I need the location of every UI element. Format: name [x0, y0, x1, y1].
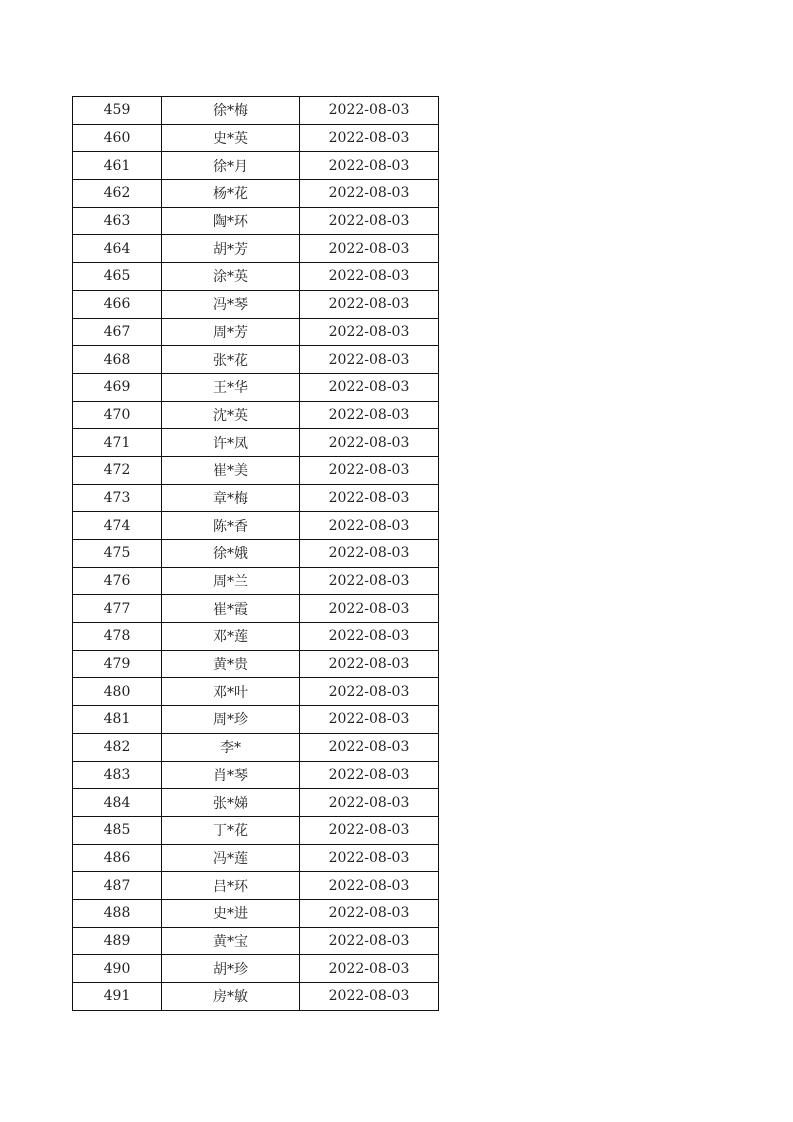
row-name: 崔*霞 [162, 595, 300, 623]
row-number: 478 [73, 623, 162, 651]
row-name: 周*珍 [162, 706, 300, 734]
row-number: 479 [73, 650, 162, 678]
row-name: 许*凤 [162, 429, 300, 457]
row-number: 491 [73, 983, 162, 1011]
row-name: 吕*环 [162, 872, 300, 900]
row-date: 2022-08-03 [300, 706, 439, 734]
row-number: 474 [73, 512, 162, 540]
row-date: 2022-08-03 [300, 899, 439, 927]
row-number: 462 [73, 180, 162, 208]
row-number: 482 [73, 733, 162, 761]
row-date: 2022-08-03 [300, 97, 439, 125]
row-number: 476 [73, 567, 162, 595]
row-name: 周*芳 [162, 318, 300, 346]
row-name: 黄*宝 [162, 927, 300, 955]
row-number: 459 [73, 97, 162, 125]
table-row [73, 899, 439, 927]
row-name: 章*梅 [162, 484, 300, 512]
row-number: 487 [73, 872, 162, 900]
row-name: 陈*香 [162, 512, 300, 540]
row-name: 徐*梅 [162, 97, 300, 125]
row-number: 468 [73, 346, 162, 374]
row-date: 2022-08-03 [300, 429, 439, 457]
row-number: 464 [73, 235, 162, 263]
row-number: 469 [73, 373, 162, 401]
table-row [73, 290, 439, 318]
row-date: 2022-08-03 [300, 678, 439, 706]
row-date: 2022-08-03 [300, 263, 439, 291]
table-row [73, 512, 439, 540]
table-row [73, 927, 439, 955]
table-row [73, 429, 439, 457]
table-row [73, 346, 439, 374]
row-name: 徐*娥 [162, 540, 300, 568]
row-name: 涂*英 [162, 263, 300, 291]
table-row [73, 761, 439, 789]
row-number: 461 [73, 152, 162, 180]
table-row [73, 401, 439, 429]
row-date: 2022-08-03 [300, 927, 439, 955]
row-number: 473 [73, 484, 162, 512]
table-row [73, 152, 439, 180]
row-name: 张*娣 [162, 789, 300, 817]
row-date: 2022-08-03 [300, 872, 439, 900]
row-number: 466 [73, 290, 162, 318]
table-row [73, 124, 439, 152]
row-name: 杨*花 [162, 180, 300, 208]
table-row [73, 97, 439, 125]
row-date: 2022-08-03 [300, 595, 439, 623]
row-date: 2022-08-03 [300, 789, 439, 817]
table-row [73, 373, 439, 401]
table-row [73, 678, 439, 706]
row-number: 477 [73, 595, 162, 623]
row-date: 2022-08-03 [300, 318, 439, 346]
table-row [73, 733, 439, 761]
row-name: 丁*花 [162, 816, 300, 844]
row-name: 冯*琴 [162, 290, 300, 318]
table-row [73, 816, 439, 844]
row-name: 周*兰 [162, 567, 300, 595]
row-date: 2022-08-03 [300, 290, 439, 318]
row-number: 490 [73, 955, 162, 983]
row-number: 488 [73, 899, 162, 927]
record-table [72, 96, 439, 1011]
row-date: 2022-08-03 [300, 456, 439, 484]
row-date: 2022-08-03 [300, 650, 439, 678]
row-number: 483 [73, 761, 162, 789]
table-row [73, 983, 439, 1011]
row-date: 2022-08-03 [300, 346, 439, 374]
row-date: 2022-08-03 [300, 955, 439, 983]
row-date: 2022-08-03 [300, 152, 439, 180]
row-number: 489 [73, 927, 162, 955]
row-name: 崔*美 [162, 456, 300, 484]
row-number: 470 [73, 401, 162, 429]
row-name: 沈*英 [162, 401, 300, 429]
table-row [73, 955, 439, 983]
row-date: 2022-08-03 [300, 207, 439, 235]
row-date: 2022-08-03 [300, 373, 439, 401]
row-name: 肖*琴 [162, 761, 300, 789]
row-date: 2022-08-03 [300, 540, 439, 568]
table-row [73, 789, 439, 817]
table-body [73, 97, 439, 1011]
row-name: 黄*贵 [162, 650, 300, 678]
row-name: 胡*芳 [162, 235, 300, 263]
row-number: 472 [73, 456, 162, 484]
table-row [73, 844, 439, 872]
row-date: 2022-08-03 [300, 512, 439, 540]
row-date: 2022-08-03 [300, 844, 439, 872]
row-date: 2022-08-03 [300, 180, 439, 208]
table-row [73, 180, 439, 208]
row-date: 2022-08-03 [300, 816, 439, 844]
row-number: 467 [73, 318, 162, 346]
row-name: 胡*珍 [162, 955, 300, 983]
table-row [73, 235, 439, 263]
row-name: 王*华 [162, 373, 300, 401]
row-date: 2022-08-03 [300, 761, 439, 789]
row-name: 史*进 [162, 899, 300, 927]
row-date: 2022-08-03 [300, 623, 439, 651]
table-row [73, 207, 439, 235]
table-row [73, 263, 439, 291]
row-name: 房*敏 [162, 983, 300, 1011]
table-row [73, 706, 439, 734]
row-name: 陶*环 [162, 207, 300, 235]
row-number: 460 [73, 124, 162, 152]
table-row [73, 318, 439, 346]
row-date: 2022-08-03 [300, 235, 439, 263]
row-date: 2022-08-03 [300, 983, 439, 1011]
row-name: 张*花 [162, 346, 300, 374]
row-name: 史*英 [162, 124, 300, 152]
row-number: 471 [73, 429, 162, 457]
row-date: 2022-08-03 [300, 124, 439, 152]
row-name: 李* [162, 733, 300, 761]
row-number: 484 [73, 789, 162, 817]
table-row [73, 872, 439, 900]
row-number: 475 [73, 540, 162, 568]
row-name: 冯*莲 [162, 844, 300, 872]
row-number: 465 [73, 263, 162, 291]
row-number: 481 [73, 706, 162, 734]
table-row [73, 650, 439, 678]
row-name: 邓*叶 [162, 678, 300, 706]
table-row [73, 540, 439, 568]
row-name: 徐*月 [162, 152, 300, 180]
row-number: 486 [73, 844, 162, 872]
table-row [73, 456, 439, 484]
row-date: 2022-08-03 [300, 733, 439, 761]
row-number: 463 [73, 207, 162, 235]
table-row [73, 567, 439, 595]
table-row [73, 623, 439, 651]
row-date: 2022-08-03 [300, 401, 439, 429]
row-date: 2022-08-03 [300, 484, 439, 512]
row-date: 2022-08-03 [300, 567, 439, 595]
row-number: 480 [73, 678, 162, 706]
table-row [73, 484, 439, 512]
row-number: 485 [73, 816, 162, 844]
table-row [73, 595, 439, 623]
row-name: 邓*莲 [162, 623, 300, 651]
